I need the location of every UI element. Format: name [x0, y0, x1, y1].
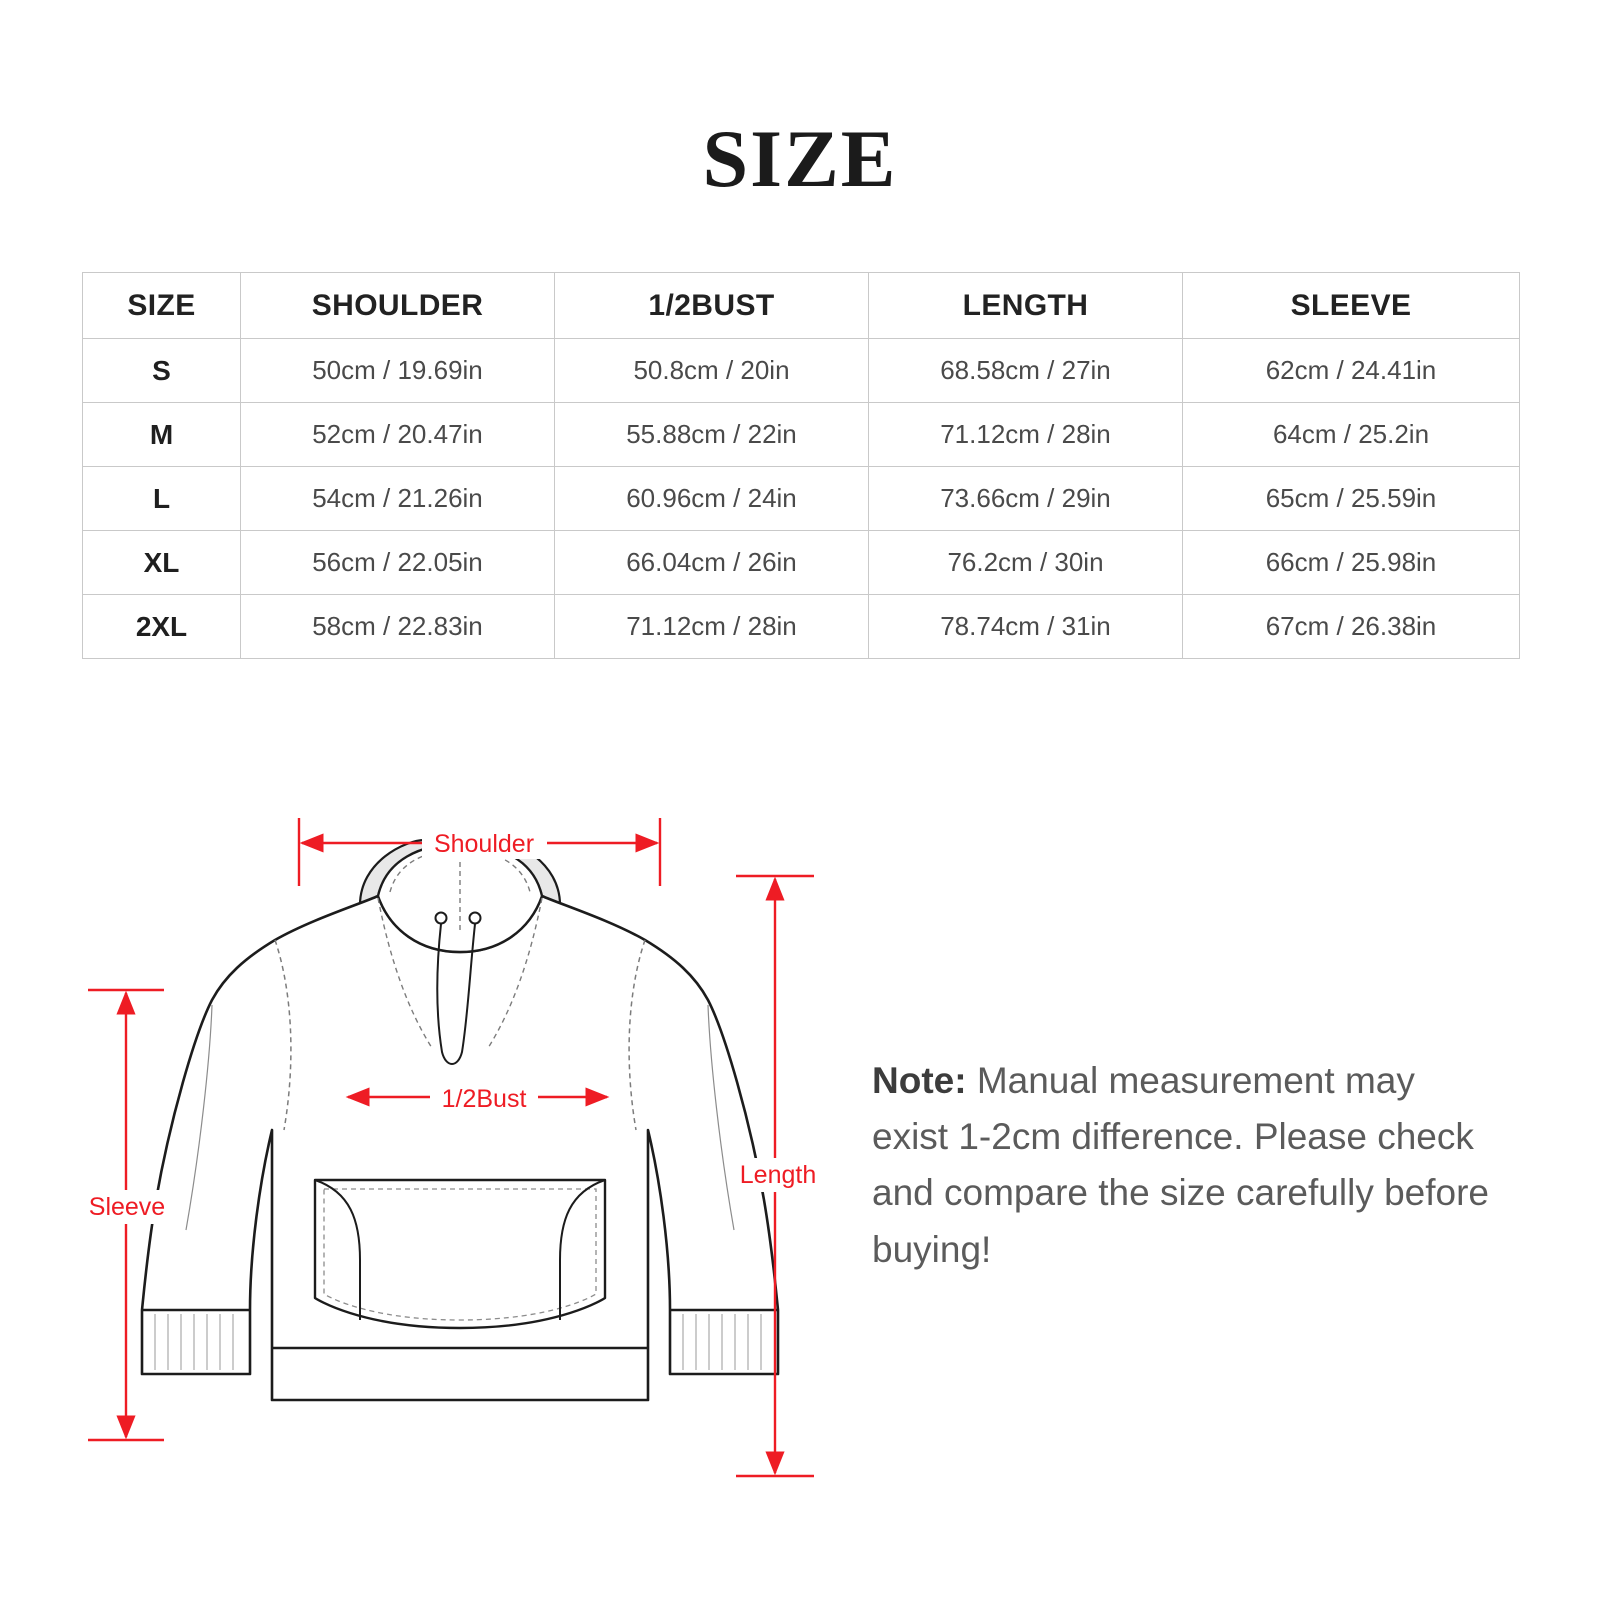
table-header-row [83, 273, 1520, 339]
cell-length: 68.58cm / 27in [869, 339, 1183, 403]
cell-half-bust: 50.8cm / 20in [555, 339, 869, 403]
column-header-size: SIZE [83, 273, 241, 339]
column-header-sleeve: SLEEVE [1183, 273, 1520, 339]
table-row [83, 467, 1520, 531]
cell-half-bust: 60.96cm / 24in [555, 467, 869, 531]
table-row [83, 531, 1520, 595]
cell-sleeve: 65cm / 25.59in [1183, 467, 1520, 531]
column-header-shoulder: SHOULDER [241, 273, 555, 339]
cell-size: XL [83, 531, 241, 595]
cell-size: M [83, 403, 241, 467]
table-row [83, 403, 1520, 467]
cell-sleeve: 64cm / 25.2in [1183, 403, 1520, 467]
measurement-note [872, 1053, 1492, 1278]
measurement-diagram [60, 800, 860, 1500]
cell-length: 71.12cm / 28in [869, 403, 1183, 467]
size-table-wrapper [82, 272, 1519, 659]
length-label: Length [739, 1161, 817, 1189]
cell-size: L [83, 467, 241, 531]
cell-shoulder: 56cm / 22.05in [241, 531, 555, 595]
half-bust-label: 1/2Bust [441, 1085, 527, 1113]
cell-size: S [83, 339, 241, 403]
note-label: Note: [872, 1060, 967, 1101]
cell-length: 73.66cm / 29in [869, 467, 1183, 531]
shoulder-label: Shoulder [433, 830, 535, 858]
hoodie-illustration [142, 840, 778, 1400]
size-table [82, 272, 1520, 659]
cell-shoulder: 50cm / 19.69in [241, 339, 555, 403]
cell-sleeve: 62cm / 24.41in [1183, 339, 1520, 403]
column-header-half-bust: 1/2BUST [555, 273, 869, 339]
cell-sleeve: 67cm / 26.38in [1183, 595, 1520, 659]
cell-length: 76.2cm / 30in [869, 531, 1183, 595]
table-row [83, 339, 1520, 403]
cell-size: 2XL [83, 595, 241, 659]
cell-shoulder: 52cm / 20.47in [241, 403, 555, 467]
cell-half-bust: 55.88cm / 22in [555, 403, 869, 467]
length-dimension [736, 876, 816, 1476]
cell-half-bust: 71.12cm / 28in [555, 595, 869, 659]
page-title: SIZE [702, 113, 898, 204]
table-row [83, 595, 1520, 659]
cell-shoulder: 54cm / 21.26in [241, 467, 555, 531]
cell-length: 78.74cm / 31in [869, 595, 1183, 659]
cell-half-bust: 66.04cm / 26in [555, 531, 869, 595]
column-header-length: LENGTH [869, 273, 1183, 339]
cell-sleeve: 66cm / 25.98in [1183, 531, 1520, 595]
note-text: Manual measurement may exist 1-2cm difference. Please check and compare the size carefully before buying! [872, 1060, 1490, 1270]
cell-shoulder: 58cm / 22.83in [241, 595, 555, 659]
sleeve-label: Sleeve [88, 1193, 166, 1221]
